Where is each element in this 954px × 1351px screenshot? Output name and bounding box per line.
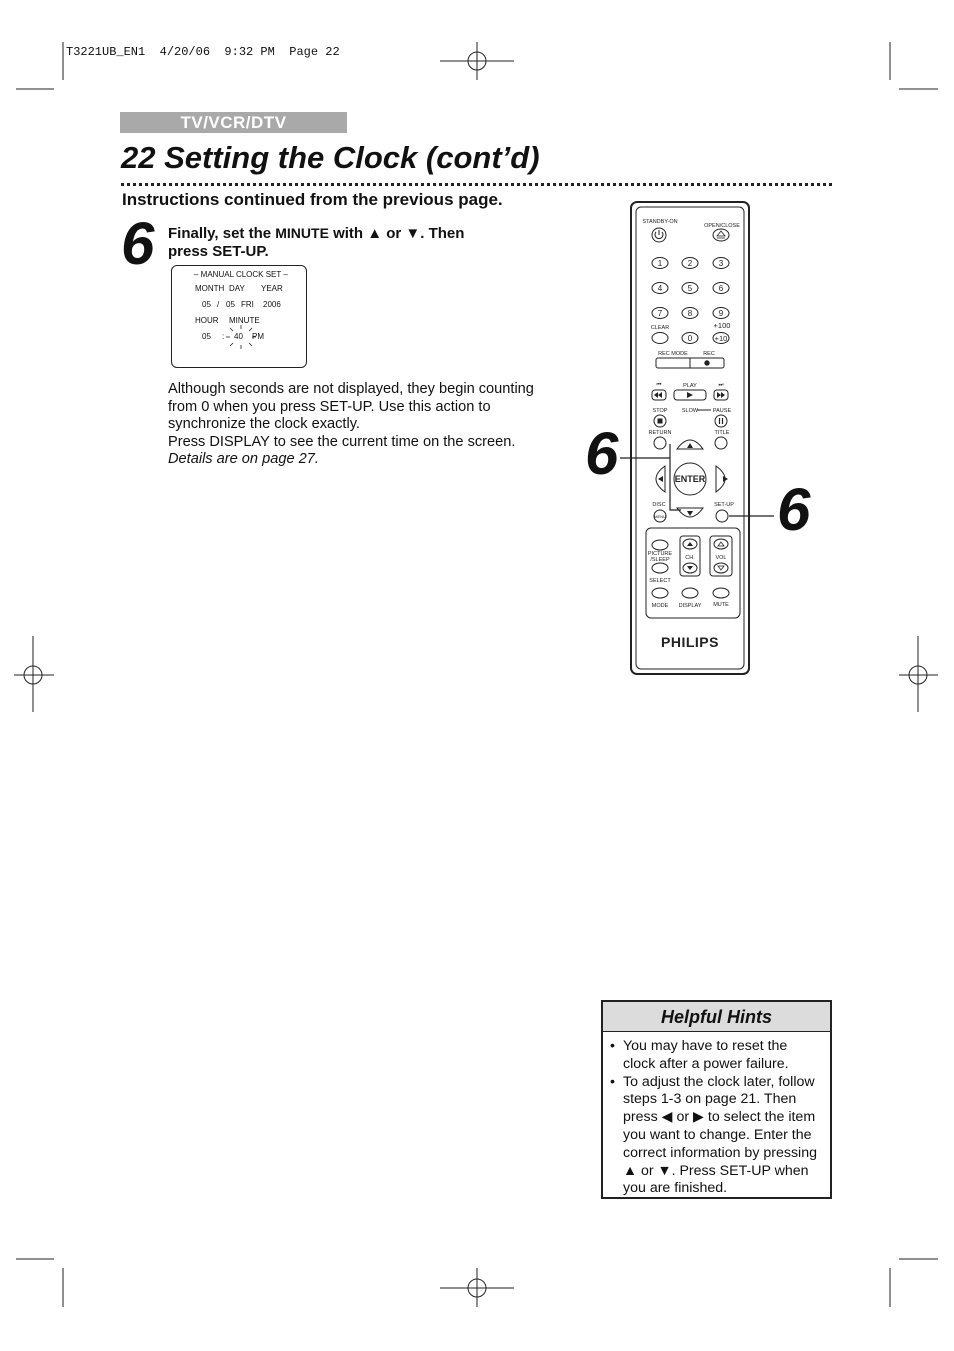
play-label: PLAY: [683, 383, 697, 389]
osd-month: 05: [202, 300, 211, 309]
display-label: DISPLAY: [678, 603, 702, 609]
next-track-icon: ⏭: [718, 382, 724, 388]
vol-down-icon: [718, 566, 724, 570]
vol-up-icon: [718, 542, 724, 546]
setup-button[interactable]: [716, 510, 728, 522]
osd-weekday: FRI: [241, 300, 254, 309]
digit-9-label: 9: [718, 309, 724, 318]
osd-label-day: DAY: [229, 284, 245, 293]
osd-label-month: MONTH: [195, 284, 225, 293]
rec-dot-icon: [705, 361, 709, 365]
osd-slash: /: [217, 300, 220, 309]
display-paragraph: Press DISPLAY to see the current time on the screen.: [168, 433, 516, 450]
callout-number-right: 6: [777, 476, 811, 543]
return-button[interactable]: [654, 437, 666, 449]
osd-minute: 40: [234, 332, 243, 341]
digit-0-label: 0: [687, 334, 693, 343]
callout-number-left: 6: [585, 420, 619, 487]
osd-hour: 05: [202, 332, 211, 341]
fast-forward-icon: [717, 392, 725, 398]
rewind-icon: [654, 392, 662, 398]
osd-label-minute: MINUTE: [229, 316, 260, 325]
ch-label: CH.: [685, 555, 695, 561]
osd-ampm: PM: [252, 332, 264, 341]
picture-sleep-button[interactable]: [652, 540, 668, 550]
rec-mode-label: REC MODE: [658, 351, 688, 357]
digit-3-label: 3: [718, 259, 724, 268]
hint-item: • To adjust the clock later, follow steps 1-3 on page 21. Then press ◀ or ▶ to select the item you want to change. Enter the correct information by pressing ▲ or ▼. Press SET-UP when you are finished.: [623, 1074, 822, 1199]
plus10-label: +10: [714, 334, 728, 343]
osd-year: 2006: [263, 300, 281, 309]
digit-6-label: 6: [718, 284, 724, 293]
down-arrow-icon: [687, 511, 693, 516]
step-instruction: Finally, set the MINUTE with ▲ or ▼. Then press SET-UP.: [168, 225, 465, 260]
osd-header: – MANUAL CLOCK SET –: [194, 270, 288, 279]
osd-colon: :: [222, 332, 225, 341]
select-label: SELECT: [649, 578, 671, 584]
title-label: TITLE: [714, 430, 730, 436]
digit-5-label: 5: [687, 284, 693, 293]
page-title: 22 Setting the Clock (cont’d): [121, 140, 540, 175]
sleep-label: /SLEEP: [650, 557, 670, 563]
stop-label: STOP: [652, 408, 668, 414]
mode-button[interactable]: [652, 588, 668, 598]
disc-label: DISC: [652, 502, 666, 508]
ch-down-icon: [687, 566, 693, 570]
manual-clock-set-screen: [171, 265, 307, 368]
enter-label: ENTER: [674, 474, 706, 484]
osd-label-year: YEAR: [261, 284, 283, 293]
print-slug: T3221UB_EN1 4/20/06 9:32 PM Page 22: [66, 45, 340, 59]
plus100-label: +100: [713, 321, 731, 330]
body-text: [168, 381, 538, 469]
slow-label: SLOW: [681, 408, 699, 414]
clear-button[interactable]: [652, 333, 668, 344]
mute-label: MUTE: [713, 602, 729, 608]
subheading: Instructions continued from the previous page.: [122, 190, 503, 209]
blink-icon: [224, 324, 258, 350]
open-close-label: OPEN/CLOSE: [704, 223, 740, 229]
digit-2-label: 2: [687, 259, 693, 268]
picture-label: PICTURE: [647, 551, 673, 557]
digit-1-label: 1: [657, 259, 663, 268]
rec-label: REC: [703, 351, 715, 357]
menu-label: MENU: [654, 514, 666, 519]
vol-label: VOL: [715, 555, 727, 561]
clear-label: CLEAR: [650, 325, 670, 331]
mute-button[interactable]: [713, 588, 729, 598]
osd-label-hour: HOUR: [195, 316, 219, 325]
up-arrow-icon: [687, 443, 693, 448]
digit-8-label: 8: [687, 309, 693, 318]
helpful-hints-box: [601, 1000, 832, 1199]
digit-4-label: 4: [657, 284, 663, 293]
digit-7-label: 7: [657, 309, 663, 318]
hints-list: [603, 1032, 830, 1198]
pause-label: PAUSE: [712, 408, 732, 414]
play-icon: [687, 392, 693, 398]
title-button[interactable]: [715, 437, 727, 449]
mode-label: MODE: [651, 603, 669, 609]
left-arrow-icon: [658, 476, 663, 482]
step-number: 6: [121, 210, 155, 277]
helpful-hints-title: Helpful Hints: [603, 1002, 830, 1032]
right-arrow-icon: [723, 476, 728, 482]
select-button[interactable]: [652, 563, 668, 573]
display-button[interactable]: [682, 588, 698, 598]
brand-logo: PHILIPS: [661, 634, 719, 650]
ch-up-icon: [687, 542, 693, 546]
details-reference: Details are on page 27.: [168, 451, 319, 467]
osd-day: 05: [226, 300, 235, 309]
hint-item: • You may have to reset the clock after a power failure.: [623, 1038, 822, 1074]
section-tab: TV/VCR/DTV: [120, 112, 347, 133]
dotted-divider: [121, 183, 832, 186]
setup-label: SET-UP: [714, 502, 734, 508]
prev-track-icon: ⏮: [656, 382, 662, 388]
pause-button[interactable]: [715, 415, 727, 427]
return-label: RETURN: [648, 430, 672, 436]
sync-paragraph: Although seconds are not displayed, they begin counting from 0 when you press SET-UP. Use this action to synchronize the clock exactly.: [168, 381, 534, 432]
standby-label: STANDBY-ON: [642, 219, 678, 225]
